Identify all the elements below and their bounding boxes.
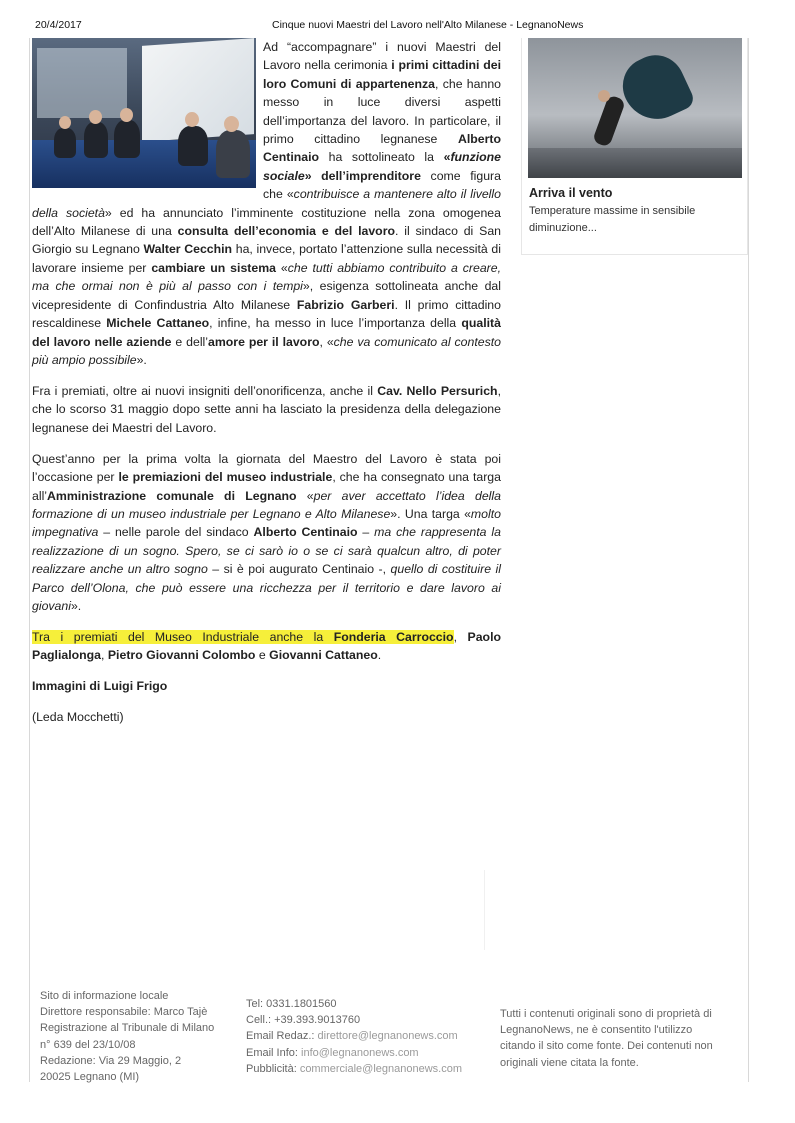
- print-date: 20/4/2017: [35, 19, 82, 31]
- news-card-image[interactable]: [528, 38, 742, 178]
- footer-tel: Tel: 0331.1801560: [246, 998, 337, 1010]
- email-info-link[interactable]: info@legnanonews.com: [301, 1046, 419, 1059]
- print-header: [0, 19, 795, 33]
- divider: [484, 870, 485, 950]
- article-photo: [32, 38, 256, 188]
- frame-border-left: [29, 38, 30, 1082]
- footer-site-info: Sito di informazione locale Direttore responsabile: Marco Tajè Registrazione al Tribunale di Milano n° 639 del 23/10/08 Redazione: Via 29 Maggio, 2 20025 Legnano (MI): [40, 990, 215, 1084]
- sidebar-news-card[interactable]: [521, 38, 748, 255]
- email-pub-link[interactable]: commerciale@legnanonews.com: [299, 1062, 462, 1075]
- article-body: [32, 38, 501, 739]
- page-title: Cinque nuovi Maestri del Lavoro nell'Alto Milanese - LegnanoNews: [272, 19, 584, 31]
- paragraph-3: Quest’anno per la prima volta la giornata del Maestro del Lavoro è stata poi l’occasione per le premiazioni del museo industriale, che ha consegnato una targa all’Amministrazione comunale di Legnano «per aver accettato l’idea della formazione di un museo industriale per Legnano e Alto Milanese». Una targa «molto impegnativa – nelle parole del sindaco Alberto Centinaio – ma che rappresenta la realizzazione di un sogno. Spero, se ci sarò io o se ci sarà qualcun altro, di poter realizzare anche un altro sogno – si è poi augurato Centinaio -, quello di costituire il Parco dell’Olona, che può essere una ricchezza per il territorio e dare lavoro ai giovani».: [32, 451, 501, 613]
- footer-cell: Cell.: +39.393.9013760: [246, 1014, 361, 1027]
- photo-credits: Immagini di Luigi Frigo: [32, 679, 168, 694]
- news-card-text: Temperature massime in sensibile diminuzione...: [529, 205, 696, 234]
- paragraph-2: Fra i premiati, oltre ai nuovi insigniti dell’onorificenza, anche il Cav. Nello Persurich, che lo scorso 31 maggio dopo sette anni ha lasciato la presidenza della delegazione legnanese dei Maestri del Lavoro.: [32, 383, 501, 435]
- paragraph-4: Tra i premiati del Museo Industriale anche la Fonderia Carroccio, Paolo Paglialonga, Pietro Giovanni Colombo e Giovanni Cattaneo.: [32, 629, 501, 663]
- email-redaz-link[interactable]: direttore@legnanonews.com: [317, 1030, 458, 1043]
- news-card-title[interactable]: Arriva il vento: [529, 186, 613, 200]
- frame-border-right: [748, 38, 749, 1082]
- article-author: (Leda Mocchetti): [32, 710, 124, 725]
- paragraph-1: Ad “accompagnare” i nuovi Maestri del Lavoro nella cerimonia i primi cittadini dei loro Comuni di appartenenza, che hanno messo in luce diversi aspetti dell’importanza del lavoro. In particolare, il primo cittadino legnanese Alberto Centinaio ha sottolineato la «funzione sociale» dell’imprenditore come figura che «contribuisce a mantenere alto il livello della società» ed ha annunciato l’imminente costituzione nella zona omogenea dell’Alto Milanese di una consulta dell’economia e del lavoro. il sindaco di San Giorgio su Legnano Walter Cecchin ha, invece, portato l’attenzione sulla necessità di lavorare insieme per cambiare un sistema «che tutti abbiamo contribuito a creare, ma che ormai non è più al passo con i tempi», esigenza sottolineata anche dal vicepresidente di Confindustria Alto Milanese Fabrizio Garberi. Il primo cittadino rescaldinese Michele Cattaneo, infine, ha messo in luce l’importanza della qualità del lavoro nelle aziende e dell’amore per il lavoro, «che va comunicato al contesto più ampio possibile».: [32, 40, 502, 367]
- footer-copyright-notice: Tutti i contenuti originali sono di proprietà di LegnanoNews, ne è consentito l'utilizzo citando il sito come fonte. Dei contenuti non originali viene citata la fonte.: [500, 1008, 713, 1069]
- footer-contacts: Tel: 0331.1801560 Cell.: +39.393.9013760 Email Redaz.: direttore@legnanonews.com Email Info: info@legnanonews.com Pubblicità: commerciale@legnanonews.com: [246, 996, 486, 1077]
